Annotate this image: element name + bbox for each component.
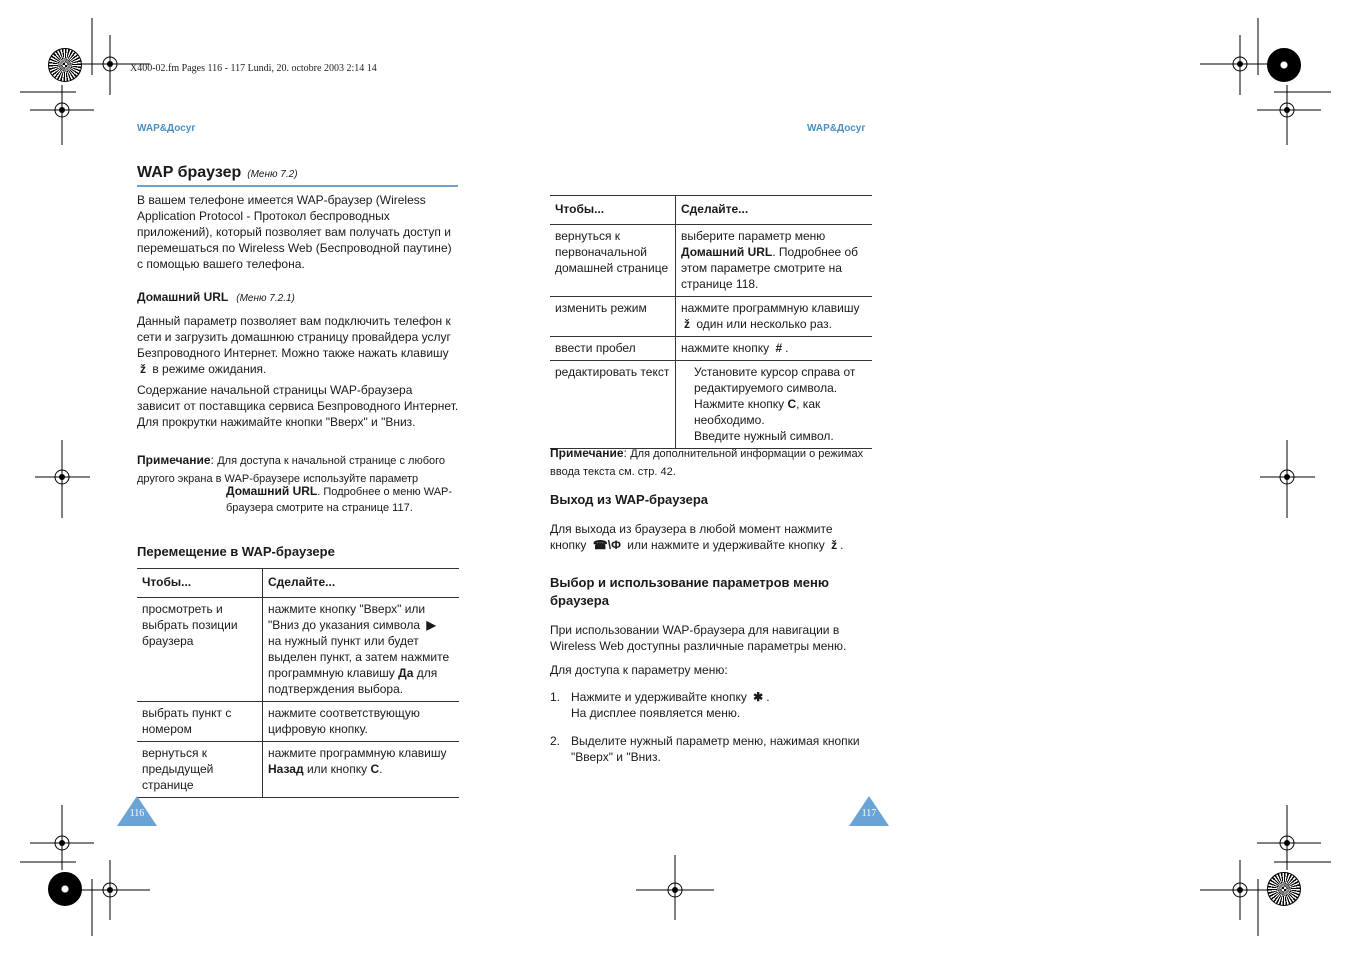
wap-key-icon: ž bbox=[831, 538, 838, 552]
table-header-row bbox=[550, 196, 872, 225]
note-label: Примечание bbox=[550, 446, 624, 460]
section-label: WAP&Досуг bbox=[807, 123, 866, 134]
left-note-cont: Домашний URL. Подробнее о меню WAP-браузера смотрите на странице 117. bbox=[226, 484, 453, 514]
home-url-text-a: Данный параметр позволяет вам подключить телефон к сети и загрузить домашнюю страницу провайдера услуг Безпроводного Интернет. Можно также нажать клавишу bbox=[137, 314, 451, 360]
table-row bbox=[550, 361, 872, 449]
c-key-icon: C bbox=[370, 762, 380, 776]
cell-text: выберите параметр меню bbox=[681, 229, 826, 243]
table-cell bbox=[676, 297, 873, 337]
step-number: 1. bbox=[550, 690, 561, 704]
end-call-icon: ☎\Φ bbox=[592, 538, 621, 552]
title-rule bbox=[137, 185, 458, 187]
table-row bbox=[137, 742, 459, 798]
page-number: 117 bbox=[861, 808, 877, 819]
section-label: WAP&Досуг bbox=[137, 123, 196, 134]
note-text-2: Подробнее о меню WAP-браузера смотрите на странице 117. bbox=[226, 486, 453, 514]
table-header-col2: Сделайте... bbox=[263, 569, 460, 598]
home-url-paragraph-1 bbox=[137, 313, 459, 377]
c-key-icon: C bbox=[787, 397, 797, 411]
table-cell bbox=[263, 598, 460, 702]
home-url-heading-text: Домашний URL bbox=[137, 290, 229, 304]
note-bold: Домашний URL bbox=[226, 484, 318, 498]
file-info: X400-02.fm Pages 116 - 117 Lundi, 20. octobre 2003 2:14 14 bbox=[130, 63, 377, 74]
note-text: Для дополнительной информации о режимах ввода текста см. стр. 42. bbox=[550, 448, 864, 478]
step-text: Выделите нужный параметр меню, нажимая кнопки "Вверх" и "Вниз. bbox=[571, 734, 860, 764]
table-header-col2: Сделайте... bbox=[676, 196, 873, 225]
table-cell: выбрать пункт с номером bbox=[137, 702, 263, 742]
table-cell: вернуться к первоначальной домашней странице bbox=[550, 225, 676, 297]
step-text: Нажмите и удерживайте кнопку ✱ . На дисплее появляется меню. bbox=[571, 690, 770, 720]
cell-text: , как необходимо. bbox=[694, 397, 821, 427]
exit-text-b: или нажмите и удерживайте кнопку bbox=[627, 538, 825, 552]
table-row bbox=[550, 297, 872, 337]
page-number: 116 bbox=[129, 808, 145, 819]
title-text: WAP браузер bbox=[137, 164, 242, 181]
wap-key-icon: ž bbox=[140, 362, 146, 376]
arrow-right-icon: ▶ bbox=[426, 618, 436, 632]
right-table bbox=[550, 195, 872, 449]
cell-text: Введите нужный символ. bbox=[694, 429, 834, 443]
note-text-1: Для доступа к начальной странице с любого другого экрана в WAP-браузере используйте параметр bbox=[137, 455, 445, 485]
table-header-col1: Чтобы... bbox=[137, 569, 263, 598]
home-url-text-b: в режиме ожидания. bbox=[152, 362, 267, 376]
cell-text: или кнопку bbox=[306, 762, 368, 776]
cell-text: нажмите кнопку bbox=[681, 341, 770, 355]
cell-bold: Да bbox=[398, 666, 414, 680]
table-header-col1: Чтобы... bbox=[550, 196, 676, 225]
home-url-paragraph-2: Содержание начальной страницы WAP-браузера зависит от поставщика сервиса Безпроводного Интернет. Для прокрутки нажимайте кнопки "Вверх" и "Вниз. bbox=[137, 383, 459, 429]
table-row bbox=[137, 598, 459, 702]
table-row bbox=[550, 337, 872, 361]
note-label: Примечание bbox=[137, 453, 211, 467]
options-heading: Выбор и использование параметров меню браузера bbox=[550, 575, 829, 608]
cell-text: Установите курсор справа от редактируемого символа. bbox=[694, 365, 856, 395]
table-cell bbox=[676, 361, 873, 449]
cell-text: для подтверждения выбора. bbox=[268, 666, 438, 696]
nav-heading: Перемещение в WAP-браузере bbox=[137, 544, 335, 559]
table-cell: ввести пробел bbox=[550, 337, 676, 361]
step-number: 2. bbox=[550, 734, 561, 748]
cell-bold: Домашний URL bbox=[681, 245, 773, 259]
table-cell: нажмите соответствующую цифровую кнопку. bbox=[263, 702, 460, 742]
home-url-heading bbox=[137, 290, 295, 304]
table-cell: вернуться к предыдущей странице bbox=[137, 742, 263, 798]
step-text-b: На дисплее появляется меню. bbox=[571, 706, 741, 720]
options-paragraph-2: Для доступа к параметру меню: bbox=[550, 663, 728, 677]
exit-paragraph: Для выхода из браузера в любой момент нажмите кнопку ☎\Φ или нажмите и удерживайте кнопку ž . bbox=[550, 522, 844, 552]
table-cell: изменить режим bbox=[550, 297, 676, 337]
table-cell bbox=[676, 225, 873, 297]
cell-text: нажмите программную клавишу bbox=[268, 746, 447, 760]
table-row bbox=[550, 225, 872, 297]
star-key-icon: ✱ bbox=[753, 690, 764, 704]
title-menu-ref: (Меню 7.2) bbox=[247, 169, 298, 180]
hash-key-icon: # bbox=[775, 341, 783, 355]
wap-key-icon: ž bbox=[684, 317, 690, 331]
page-title bbox=[137, 164, 298, 182]
cell-bold: Назад bbox=[268, 762, 304, 776]
exit-text-a: Для выхода из браузера в любой момент нажмите кнопку bbox=[550, 522, 833, 552]
table-cell: нажмите кнопку # . bbox=[676, 337, 873, 361]
cell-text: на нужный пункт или будет выделен пункт, а затем нажмите программную клавишу bbox=[268, 634, 450, 680]
home-url-menu-ref: (Меню 7.2.1) bbox=[236, 293, 295, 304]
cell-text: Нажмите кнопку bbox=[694, 397, 785, 411]
table-cell: редактировать текст bbox=[550, 361, 676, 449]
cell-text: . Подробнее об этом параметре смотрите на странице 118. bbox=[681, 245, 859, 291]
table-header-row bbox=[137, 569, 459, 598]
table-cell: просмотреть и выбрать позиции браузера bbox=[137, 598, 263, 702]
step-text-a: Нажмите и удерживайте кнопку bbox=[571, 690, 747, 704]
right-note: Примечание: Для дополнительной информации о режимах ввода текста см. стр. 42. bbox=[550, 446, 864, 478]
cell-text: один или несколько раз. bbox=[696, 317, 832, 331]
cell-text: нажмите программную клавишу bbox=[681, 301, 860, 315]
left-note: Примечание: Для доступа к начальной странице с любого другого экрана в WAP-браузере используйте параметр bbox=[137, 453, 445, 485]
options-paragraph-1: При использовании WAP-браузера для навигации в Wireless Web доступны различные параметры меню. bbox=[550, 623, 847, 653]
table-row bbox=[137, 702, 459, 742]
table-cell: нажмите программную клавишу Назад или кнопку C. bbox=[263, 742, 460, 798]
cell-text: нажмите кнопку "Вверх" или "Вниз до указания символа bbox=[268, 602, 426, 632]
left-table bbox=[137, 568, 459, 798]
cell-line bbox=[694, 396, 868, 428]
intro-paragraph: В вашем телефоне имеется WAP-браузер (Wireless Application Protocol - Протокол беспроводных приложений), который позволяет вам получать доступ и перемешаться по Wireless Web (Беспроводной паутине) с помощью вашего телефона. bbox=[137, 193, 452, 271]
exit-heading: Выход из WAP-браузера bbox=[550, 492, 708, 507]
